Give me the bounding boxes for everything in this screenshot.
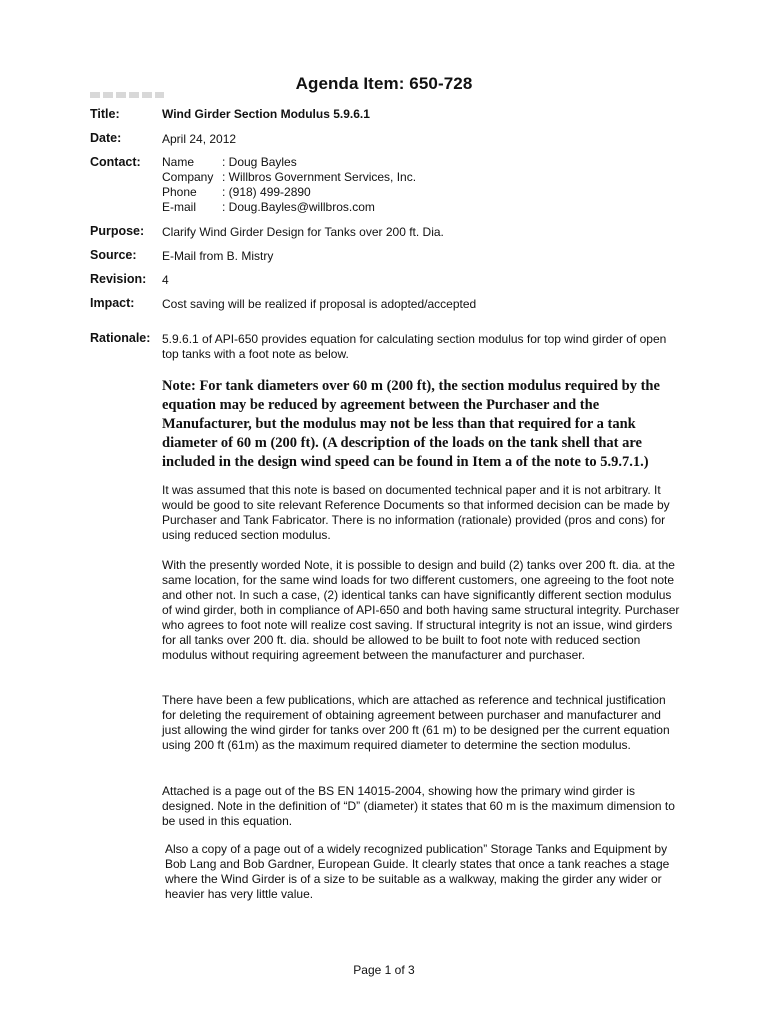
revision-value: 4 bbox=[162, 273, 169, 287]
rationale-paragraph-4: Attached is a page out of the BS EN 14015-2004, showing how the primary wind girder is designed. Note in the definition of “D” (diameter) it states that 60 m is the maximum dimension to be used in this equation. bbox=[162, 784, 675, 828]
contact-name-row bbox=[162, 155, 416, 170]
title-value: Wind Girder Section Modulus 5.9.6.1 bbox=[162, 107, 370, 121]
purpose-label: Purpose: bbox=[90, 224, 145, 238]
faded-header-mark bbox=[90, 92, 164, 98]
contact-block bbox=[162, 155, 416, 215]
rationale-paragraph-1: It was assumed that this note is based on documented technical paper and it is not arbitrary. It would be good to site relevant Reference Documents so that informed decision can be made by Purchaser and Tank Fabricator. There is no information (rationale) provided (pros and cons) for using reduced section modulus. bbox=[162, 483, 670, 542]
contact-phone-key: Phone bbox=[162, 185, 197, 199]
impact-value: Cost saving will be realized if proposal is adopted/accepted bbox=[162, 297, 477, 311]
title-label: Title: bbox=[90, 107, 120, 121]
impact-label: Impact: bbox=[90, 296, 135, 310]
contact-company-row bbox=[162, 170, 416, 185]
contact-email-value: : Doug.Bayles@willbros.com bbox=[222, 200, 375, 214]
rationale-paragraph-5: Also a copy of a page out of a widely recognized publication” Storage Tanks and Equipment by Bob Lang and Bob Gardner, European Guide. It clearly states that once a tank reaches a stage where the Wind Girder is of a size to be suitable as a walkway, making the girder any wider or heavier has very little value. bbox=[165, 842, 670, 901]
contact-email-row bbox=[162, 200, 416, 215]
revision-label: Revision: bbox=[90, 272, 147, 286]
page-number-footer: Page 1 of 3 bbox=[353, 963, 415, 977]
page-title: Agenda Item: 650-728 bbox=[295, 74, 473, 93]
contact-phone-row bbox=[162, 185, 416, 200]
api-footnote-quote: Note: For tank diameters over 60 m (200 ft), the section modulus required by the equation may be reduced by agreement between the Purchaser and the Manufacturer, but the modulus may not be less than that required for a tank diameter of 60 m (200 ft). (A description of the loads on the tank shell that are included in the design wind speed can be found in Item a of the note to 5.9.7.1.) bbox=[162, 378, 660, 470]
source-value: E-Mail from B. Mistry bbox=[162, 249, 274, 263]
contact-name-value: : Doug Bayles bbox=[222, 155, 297, 169]
purpose-value: Clarify Wind Girder Design for Tanks over 200 ft. Dia. bbox=[162, 225, 444, 239]
contact-company-value: : Willbros Government Services, Inc. bbox=[222, 170, 417, 184]
rationale-intro: 5.9.6.1 of API-650 provides equation for calculating section modulus for top wind girder of open top tanks with a foot note as below. bbox=[162, 332, 667, 361]
rationale-paragraph-2: With the presently worded Note, it is possible to design and build (2) tanks over 200 ft. dia. at the same location, for the same wind loads for two different customers, one agreeing to the foot note and other not. In such a case, (2) identical tanks can have significantly different section modulus of wind girder, both in compliance of API-650 and both having same structural integrity. Purchaser who agrees to foot note will realize cost saving. If structural integrity is not an issue, wind girders for all tanks over 200 ft. dia. should be allowed to be built to foot note with reduced section modulus without requiring agreement between the manufacturer and purchaser. bbox=[162, 558, 680, 662]
contact-company-key: Company bbox=[162, 170, 214, 184]
contact-email-key: E-mail bbox=[162, 200, 197, 214]
contact-label: Contact: bbox=[90, 155, 141, 169]
date-label: Date: bbox=[90, 131, 122, 145]
date-value: April 24, 2012 bbox=[162, 132, 237, 146]
source-label: Source: bbox=[90, 248, 137, 262]
rationale-label: Rationale: bbox=[90, 331, 151, 345]
contact-phone-value: : (918) 499-2890 bbox=[222, 185, 311, 199]
rationale-paragraph-3: There have been a few publications, which are attached as reference and technical justification for deleting the requirement of obtaining agreement between purchaser and manufacturer and just allowing the wind girder for tanks over 200 ft (61 m) to be designed per the current equation using 200 ft (61m) as the maximum required diameter to determine the section modulus. bbox=[162, 693, 670, 752]
contact-name-key: Name bbox=[162, 155, 195, 169]
